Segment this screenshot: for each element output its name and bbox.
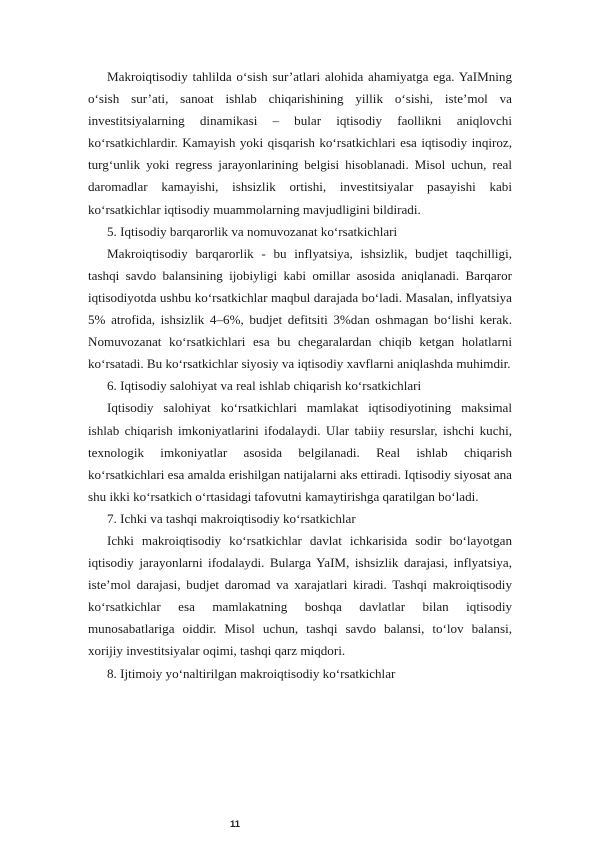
paragraph-internal-external: Ichki makroiqtisodiy ko‘rsatkichlar davlat ichkarisida sodir bo‘layotgan iqtisodiy jarayonlarni ifodalaydi. Bularga YaIM, ishsizlik darajasi, inflyatsiya, iste’mol darajasi, budjet daromad va xarajatlari kiradi. Tashqi makroiqtisodiy ko‘rsatkichlar esa mamlakatning boshqa davlatlar bilan iqtisodiy munosabatlariga oiddir. Misol uchun, tashqi savdo balansi, to‘lov balansi, xorijiy investitsiyalar oqimi, tashqi qarz miqdori. <box>88 532 512 659</box>
section-heading-8: 8. Ijtimoiy yo‘naltirilgan makroiqtisodiy ko‘rsatkichlar <box>107 665 396 681</box>
page-number: 11 <box>230 819 241 830</box>
paragraph-potential: Iqtisodiy salohiyat ko‘rsatkichlari mamlakat iqtisodiyotining maksimal ishlab chiqarish imkoniyatlarini ifodalaydi. Ular tabiiy resurslar, ishchi kuchi, texnologik imkoniyatlar asosida belgilanadi. Real ishlab chiqarish ko‘rsatkichlari esa amalda erishilgan natijalarni aks ettiradi. Iqtisodiy siyosat ana shu ikki ko‘rsatkich o‘rtasidagi tafovutni kamaytirishga qaratilgan bo‘ladi. <box>88 400 512 504</box>
page-content <box>88 66 512 685</box>
paragraph-growth-rates: Makroiqtisodiy tahlilda o‘sish sur’atlari alohida ahamiyatga ega. YaIMning o‘sish sur’ati, sanoat ishlab chiqarishining yillik o‘sishi, iste’mol va investitsiyalarning dinamikasi – bular iqtisodiy faollikni aniqlovchi ko‘rsatkichlardir. Kamayish yoki qisqarish ko‘rsatkichlari esa iqtisodiy inqiroz, turg‘unlik yoki regress jarayonlarining belgisi hisoblanadi. Misol uchun, real daromadlar kamayishi, ishsizlik ortishi, investitsiyalar pasayishi kabi ko‘rsatkichlar iqtisodiy muammolarning mavjudligini bildiradi. <box>88 69 512 217</box>
section-heading-7: 7. Ichki va tashqi makroiqtisodiy ko‘rsatkichlar <box>107 510 356 526</box>
section-heading-6: 6. Iqtisodiy salohiyat va real ishlab chiqarish ko‘rsatkichlari <box>107 378 422 394</box>
section-heading-5: 5. Iqtisodiy barqarorlik va nomuvozanat ko‘rsatkichlari <box>107 223 398 239</box>
paragraph-stability: Makroiqtisodiy barqarorlik - bu inflyatsiya, ishsizlik, budjet taqchilligi, tashqi savdo balansining ijobiyligi kabi omillar asosida aniqlanadi. Barqaror iqtisodiyotda ushbu ko‘rsatkichlar maqbul darajada bo‘ladi. Masalan, inflyatsiya 5% atrofida, ishsizlik 4–6%, budjet defitsiti 3%dan oshmagan bo‘lishi kerak. Nomuvozanat ko‘rsatkichlari esa bu chegaralardan chiqib ketgan holatlarni ko‘rsatadi. Bu ko‘rsatkichlar siyosiy va iqtisodiy xavflarni aniqlashda muhimdir. <box>88 245 512 372</box>
